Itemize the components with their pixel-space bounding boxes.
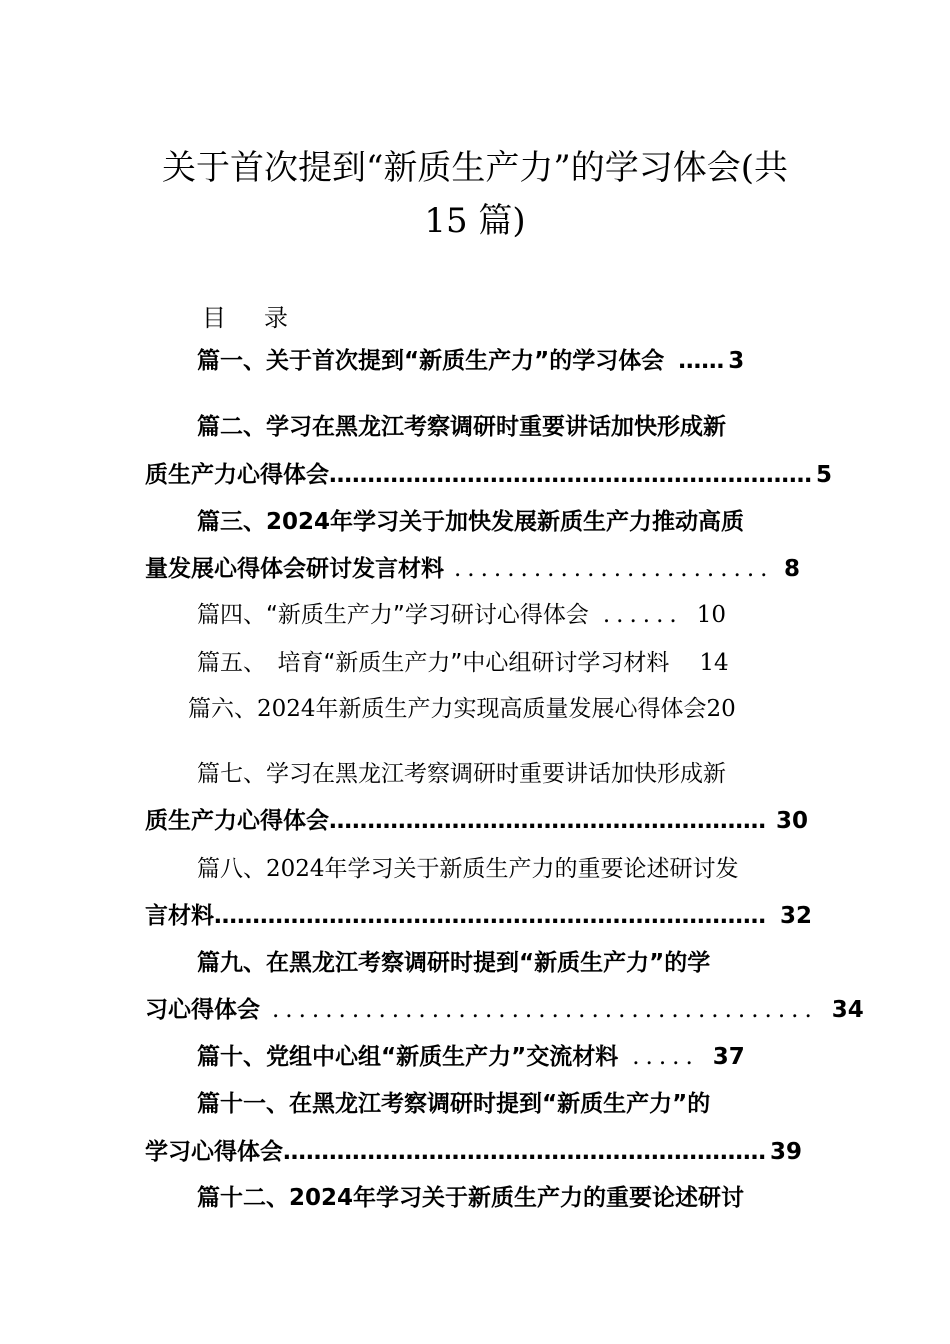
toc-entry-1[interactable] xyxy=(197,344,800,378)
toc-entry-7-line-1[interactable]: 篇七、学习在黑龙江考察调研时重要讲话加快形成新 xyxy=(197,761,726,787)
toc-entry-leader: ……………………………………………………… xyxy=(283,1139,766,1165)
toc-entry-4[interactable] xyxy=(197,598,800,632)
toc-entry-label: 篇五、 培育“新质生产力”中心组研讨学习材料 xyxy=(197,650,670,676)
toc-entry-label: 言材料 xyxy=(145,903,214,929)
toc-heading-char-1: 目 xyxy=(202,304,226,332)
toc-entry-2-line-1[interactable]: 篇二、学习在黑龙江考察调研时重要讲话加快形成新 xyxy=(197,414,726,440)
toc-entry-7-line-2[interactable] xyxy=(145,804,809,838)
toc-entry-page: 20 xyxy=(706,696,736,722)
toc-entry-page: 34 xyxy=(831,997,864,1023)
toc-entry-leader: …… xyxy=(678,348,725,374)
toc-entry-9-line-1[interactable]: 篇九、在黑龙江考察调研时提到“新质生产力”的学 xyxy=(197,950,711,976)
toc-entry-leader: ……………………………………………………………… xyxy=(214,903,766,929)
toc-entry-label: 质生产力心得体会 xyxy=(145,462,329,488)
toc-entry-8-line-1[interactable]: 篇八、2024年学习关于新质生产力的重要论述研讨发 xyxy=(197,856,739,882)
toc-entry-page: 14 xyxy=(699,650,729,676)
toc-entry-page: 39 xyxy=(770,1139,803,1165)
toc-entry-label: 篇一、关于首次提到“新质生产力”的学习体会 xyxy=(197,348,665,374)
toc-entry-5[interactable] xyxy=(197,646,800,680)
toc-entry-leader: ......................................... xyxy=(272,997,818,1023)
toc-entry-label: 量发展心得体会研讨发言材料 xyxy=(145,556,444,582)
document-title-line-2: 15 篇) xyxy=(424,201,526,241)
toc-entry-3-line-1[interactable]: 篇三、2024年学习关于加快发展新质生产力推动高质 xyxy=(197,509,745,535)
toc-entry-page: 30 xyxy=(776,808,809,834)
toc-entry-8-line-2[interactable] xyxy=(145,899,813,933)
toc-entry-11-line-2[interactable] xyxy=(145,1135,803,1169)
toc-entry-page: 37 xyxy=(712,1044,745,1070)
toc-entry-label: 篇十、党组中心组“新质生产力”交流材料 xyxy=(197,1044,619,1070)
toc-entry-label: 质生产力心得体会 xyxy=(145,808,329,834)
toc-heading xyxy=(202,298,288,333)
toc-entry-label: 学习心得体会 xyxy=(145,1139,283,1165)
toc-entry-leader: ........................ xyxy=(454,556,774,582)
toc-entry-page: 10 xyxy=(696,602,726,628)
toc-entry-page: 8 xyxy=(783,556,800,582)
toc-entry-3-line-2[interactable] xyxy=(145,552,800,586)
toc-entry-2-line-2[interactable] xyxy=(145,458,833,492)
toc-entry-page: 32 xyxy=(780,903,813,929)
toc-entry-12-line-1[interactable]: 篇十二、2024年学习关于新质生产力的重要论述研讨 xyxy=(197,1185,745,1211)
toc-entry-11-line-1[interactable]: 篇十一、在黑龙江考察调研时提到“新质生产力”的 xyxy=(197,1091,711,1117)
toc-entry-10[interactable] xyxy=(197,1040,800,1074)
toc-entry-9-line-2[interactable] xyxy=(145,993,864,1027)
toc-entry-leader: ………………………………………………… xyxy=(329,808,766,834)
toc-entry-page: 5 xyxy=(816,462,833,488)
toc-entry-label: 篇六、2024年新质生产力实现高质量发展心得体会 xyxy=(188,696,707,722)
toc-entry-leader: ..... xyxy=(632,1044,699,1070)
toc-entry-page: 3 xyxy=(728,348,745,374)
toc-entry-leader: ...... xyxy=(602,602,683,628)
toc-entry-6[interactable] xyxy=(188,692,810,726)
document-title-line-1: 关于首次提到“新质生产力”的学习体会(共 xyxy=(161,148,789,188)
toc-entry-label: 习心得体会 xyxy=(145,997,260,1023)
toc-entry-leader: ……………………………………………………… xyxy=(329,462,812,488)
toc-heading-char-2: 录 xyxy=(264,304,288,332)
toc-entry-label: 篇四、“新质生产力”学习研讨心得体会 xyxy=(197,602,589,628)
